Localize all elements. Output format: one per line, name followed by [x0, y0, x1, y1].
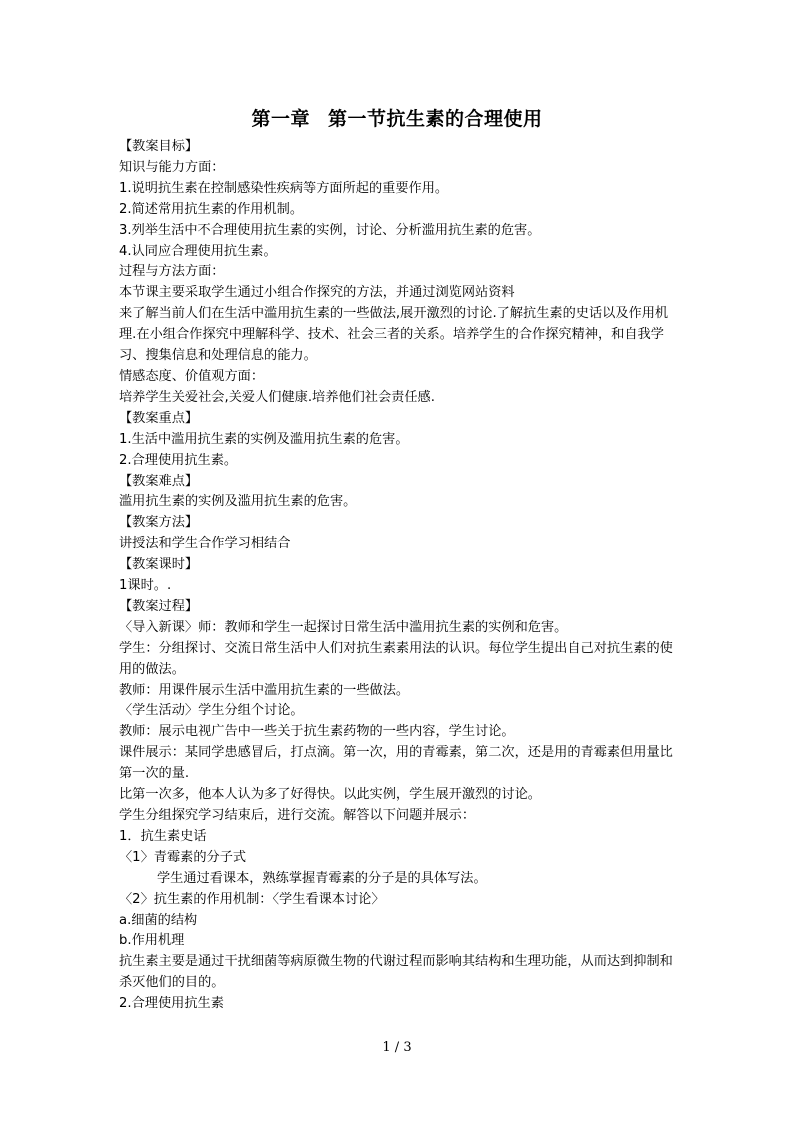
- paragraph: 1.说明抗生素在控制感染性疾病等方面所起的重要作用。: [119, 180, 449, 196]
- paragraph: 知识与能力方面：: [119, 159, 225, 175]
- title-chapter: 第一章: [251, 108, 310, 130]
- paragraph: a.细菌的结构: [119, 912, 198, 928]
- paragraph: 过程与方法方面：: [119, 264, 225, 280]
- paragraph: 1课时。.: [119, 578, 172, 594]
- title-section: 第一节抗生素的合理使用: [328, 108, 543, 130]
- paragraph: 1．抗生素史话: [119, 828, 207, 844]
- paragraph: 1.生活中滥用抗生素的实例及滥用抗生素的危害。: [119, 431, 409, 447]
- section-heading-process: 【教案过程】: [119, 598, 199, 614]
- section-heading-methods: 【教案方法】: [119, 515, 199, 531]
- paragraph: 教师：展示电视广告中一些关于抗生素药物的一些内容，学生讨论。: [119, 724, 515, 740]
- section-heading-key-points: 【教案重点】: [119, 410, 199, 426]
- paragraph-indented: 学生通过看课本，熟练掌握青霉素的分子是的具体写法。: [157, 870, 487, 886]
- paragraph: 培养学生关爱社会,关爱人们健康.培养他们社会责任感.: [119, 389, 435, 405]
- paragraph: 滥用抗生素的实例及滥用抗生素的危害。: [119, 494, 357, 510]
- document-body: [119, 137, 675, 1015]
- paragraph: 〈导入新课〉师：教师和学生一起探讨日常生活中滥用抗生素的实例和危害。: [119, 619, 568, 635]
- paragraph: b.作用机理: [119, 933, 185, 949]
- paragraph: 4.认同应合理使用抗生素。: [119, 243, 277, 259]
- section-heading-hours: 【教案课时】: [119, 557, 199, 573]
- paragraph: 2.简述常用抗生素的作用机制。: [119, 201, 304, 217]
- paragraph: 3.列举生活中不合理使用抗生素的实例，讨论、分析滥用抗生素的危害。: [119, 222, 541, 238]
- paragraph: 来了解当前人们在生活中滥用抗生素的一些做法,展开激烈的讨论.了解抗生素的史话以及作用机理.在小组合作探究中理解科学、技术、社会三者的关系。培养学生的合作探究精神，和自我学习、搜集信息和处理信息的能力。: [119, 306, 669, 364]
- paragraph: 抗生素主要是通过干扰细菌等病原微生物的代谢过程而影响其结构和生理功能，从而达到抑制和杀灭他们的目的。: [119, 954, 673, 991]
- paragraph: 学生：分组探讨、交流日常生活中人们对抗生素素用法的认识。每位学生提出自己对抗生素的使用的做法。: [119, 640, 673, 677]
- page-title: [0, 104, 794, 131]
- paragraph: 教师：用课件展示生活中滥用抗生素的一些做法。: [119, 682, 410, 698]
- paragraph: 2.合理使用抗生素: [119, 996, 224, 1012]
- section-heading-objectives: 【教案目标】: [119, 139, 199, 154]
- page-number: 1 / 3: [382, 1040, 412, 1055]
- paragraph: 〈学生活动〉学生分组个讨论。: [119, 703, 304, 719]
- paragraph: 2.合理使用抗生素。: [119, 452, 238, 468]
- paragraph: 课件展示：某同学患感冒后，打点滴。第一次，用的青霉素，第二次，还是用的青霉素但用量比第一次的量.: [119, 745, 673, 782]
- paragraph: 本节课主要采取学生通过小组合作探究的方法，并通过浏览网站资料: [119, 285, 515, 301]
- paragraph: 〈2〉抗生素的作用机制：〈学生看课本讨论〉: [119, 891, 385, 907]
- paragraph: 情感态度、价值观方面：: [119, 368, 265, 384]
- paragraph: 讲授法和学生合作学习相结合: [119, 536, 291, 552]
- paragraph: 比第一次多，他本人认为多了好得快。以此实例，学生展开激烈的讨论。: [119, 787, 541, 803]
- paragraph: 〈1〉青霉素的分子式: [119, 849, 247, 865]
- paragraph: 学生分组探究学习结束后，进行交流。解答以下问题并展示：: [119, 808, 476, 823]
- section-heading-difficulties: 【教案难点】: [119, 473, 199, 489]
